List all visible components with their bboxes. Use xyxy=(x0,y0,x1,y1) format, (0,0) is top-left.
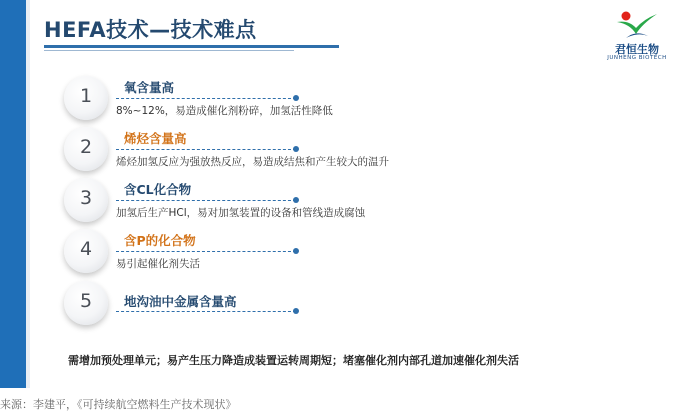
title-underline xyxy=(44,45,339,48)
item-description: 易引起催化剂失活 xyxy=(116,258,200,270)
item-heading: 地沟油中金属含量高 xyxy=(124,294,237,309)
connector-dot-icon xyxy=(293,308,299,314)
item-heading: 含P的化合物 xyxy=(124,233,196,248)
connector-dot-icon xyxy=(293,197,299,203)
item-description: 8%~12%，易造成催化剂粉碎，加氢活性降低 xyxy=(116,105,333,117)
list-item xyxy=(64,76,624,126)
item-heading: 氧含量高 xyxy=(124,80,175,95)
connector-dot-icon xyxy=(293,95,299,101)
item-number: 4 xyxy=(79,238,93,260)
item-heading: 烯烃含量高 xyxy=(124,131,187,146)
item-description: 加氢后生产HCl，易对加氢装置的设备和管线造成腐蚀 xyxy=(116,207,366,219)
logo-name-en: JUNHENG BIOTECH xyxy=(607,55,667,61)
slide-left-bar-accent xyxy=(26,0,30,388)
connector-dot-icon xyxy=(293,248,299,254)
item-number: 5 xyxy=(79,290,93,312)
slide-footer-note: 需增加预处理单元；易产生压力降造成装置运转周期短；堵塞催化剂内部孔道加速催化剂失活 xyxy=(68,354,519,367)
item-number: 1 xyxy=(79,85,93,107)
connector-dot-icon xyxy=(293,146,299,152)
dashed-connector xyxy=(116,311,296,312)
slide-title: HEFA技术—技术难点 xyxy=(44,18,257,42)
list-item xyxy=(64,127,624,177)
slide-left-bar xyxy=(0,0,26,388)
dashed-connector xyxy=(116,98,296,99)
item-description: 烯烃加氢反应为强放热反应，易造成结焦和产生较大的温升 xyxy=(116,156,389,168)
dashed-connector xyxy=(116,149,296,150)
list-item xyxy=(64,178,624,228)
dashed-connector xyxy=(116,251,296,252)
item-number: 3 xyxy=(79,187,93,209)
logo-mark-icon xyxy=(614,10,660,40)
item-number: 2 xyxy=(79,136,93,158)
item-heading: 含CL化合物 xyxy=(124,182,192,197)
list-item xyxy=(64,229,624,279)
dashed-connector xyxy=(116,200,296,201)
title-underline-thin xyxy=(44,50,294,51)
list-item xyxy=(64,281,624,331)
image-caption: 来源：李建平，《可持续航空燃料生产技术现状》 xyxy=(0,398,237,411)
logo-name-cn: 君恒生物 xyxy=(615,43,659,56)
company-logo xyxy=(602,10,672,65)
